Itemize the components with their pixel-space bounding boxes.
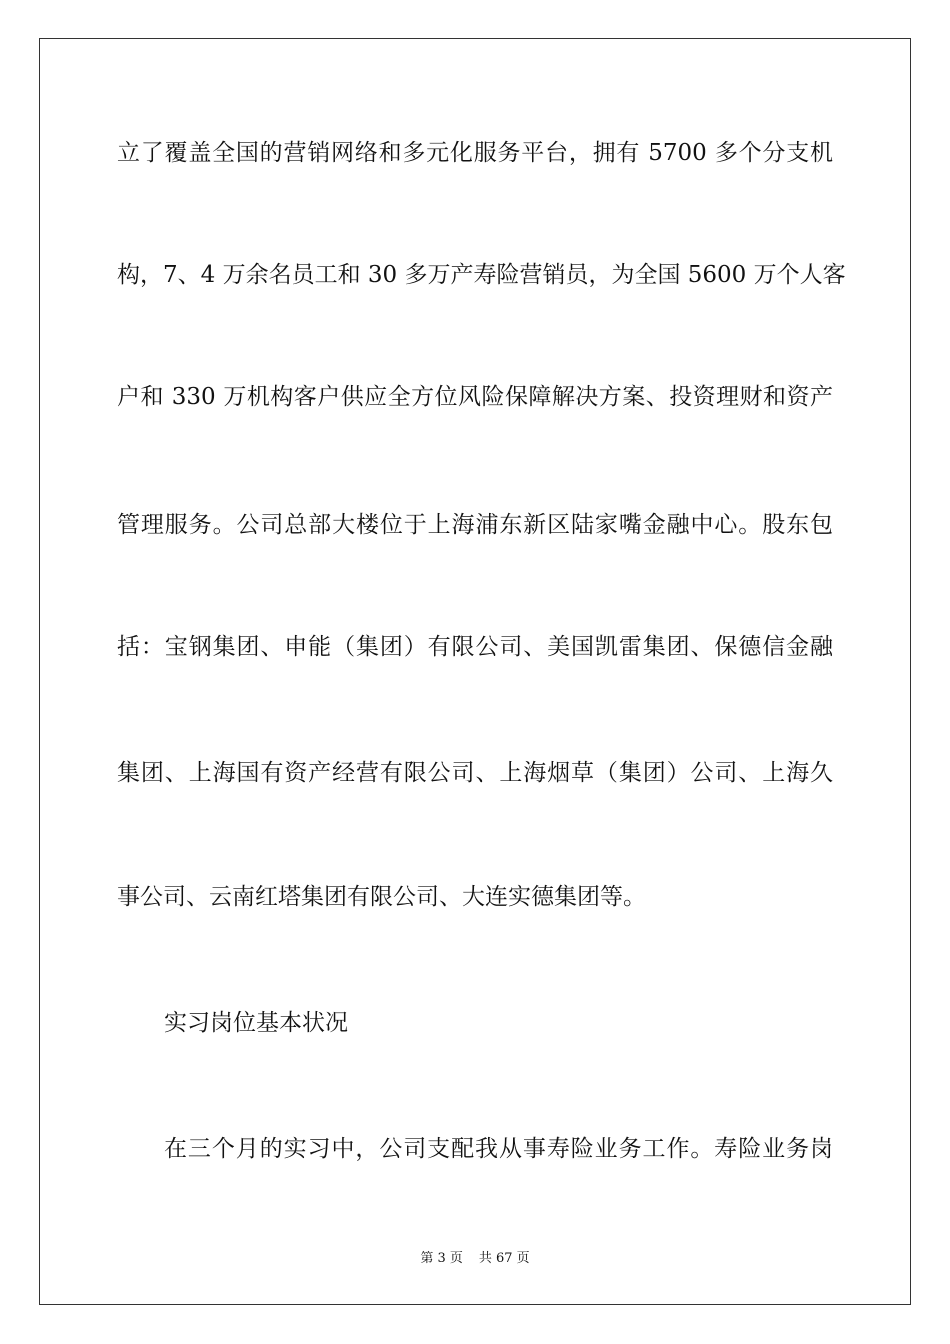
page-number: 第 3 页: [420, 1251, 463, 1266]
page-footer: [0, 1247, 950, 1266]
body-text-line-1: 立了覆盖全国的营销网络和多元化服务平台，拥有 5700 多个分支机: [117, 140, 833, 166]
body-text-line-7: 事公司、云南红塔集团有限公司、大连实德集团等。: [117, 884, 646, 910]
page-total: 共 67 页: [478, 1251, 530, 1266]
body-text-line-6: 集团、上海国有资产经营有限公司、上海烟草（集团）公司、上海久: [117, 760, 833, 786]
body-text-line-2: 构，7、4 万余名员工和 30 多万产寿险营销员，为全国 5600 万个人客: [117, 262, 846, 288]
section-heading: 实习岗位基本状况: [164, 1010, 348, 1036]
body-text-line-5: 括：宝钢集团、申能（集团）有限公司、美国凯雷集团、保德信金融: [117, 634, 833, 660]
body-text-line-4: 管理服务。公司总部大楼位于上海浦东新区陆家嘴金融中心。股东包: [117, 512, 833, 538]
page-border: [39, 38, 911, 1305]
body-text-line-3: 户和 330 万机构客户供应全方位风险保障解决方案、投资理财和资产: [117, 384, 833, 410]
paragraph-start-line: 在三个月的实习中，公司支配我从事寿险业务工作。寿险业务岗: [164, 1136, 833, 1162]
